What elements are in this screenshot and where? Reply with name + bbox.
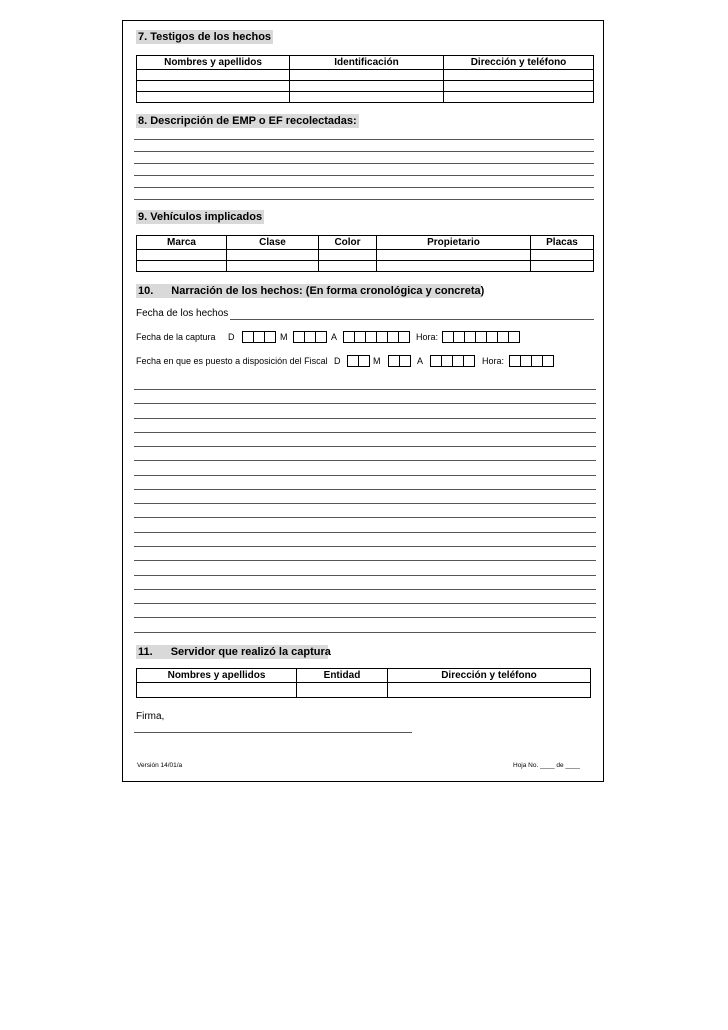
column-header: Marca bbox=[137, 236, 227, 250]
section-11-title bbox=[136, 645, 331, 659]
witnesses-table bbox=[136, 55, 594, 103]
firma-line[interactable] bbox=[134, 732, 412, 733]
column-header: Identificación bbox=[290, 56, 444, 70]
column-header: Nombres y apellidos bbox=[137, 669, 297, 683]
section-10-title bbox=[136, 284, 485, 298]
column-header: Color bbox=[319, 236, 377, 250]
hora-label: Hora: bbox=[416, 332, 439, 342]
fecha-captura-label: Fecha de la captura bbox=[136, 332, 216, 342]
column-header: Dirección y teléfono bbox=[444, 56, 594, 70]
table-row bbox=[137, 250, 594, 261]
section-9-title: 9. Vehículos implicados bbox=[138, 211, 263, 223]
year-label: A bbox=[331, 332, 338, 342]
year-label: A bbox=[417, 356, 424, 366]
fecha-hechos-field[interactable] bbox=[230, 319, 594, 320]
captura-hora-boxes[interactable] bbox=[443, 331, 520, 343]
fecha-hechos-label: Fecha de los hechos bbox=[136, 308, 229, 319]
day-label: D bbox=[228, 332, 235, 342]
section-11-number: 11. bbox=[138, 646, 153, 658]
captura-month-boxes[interactable] bbox=[294, 331, 327, 343]
captura-day-boxes[interactable] bbox=[243, 331, 276, 343]
hora-label: Hora: bbox=[482, 356, 505, 366]
page-number-label: Hoja No. ____ de ____ bbox=[513, 762, 580, 769]
captor-table bbox=[136, 668, 591, 698]
vehicles-table bbox=[136, 235, 594, 272]
table-row bbox=[137, 92, 594, 103]
column-header: Propietario bbox=[377, 236, 531, 250]
day-label: D bbox=[334, 356, 341, 366]
section-8-title: 8. Descripción de EMP o EF recolectadas: bbox=[138, 115, 357, 127]
captura-year-boxes[interactable] bbox=[344, 331, 410, 343]
disposicion-year-boxes[interactable] bbox=[431, 355, 475, 367]
column-header: Clase bbox=[227, 236, 319, 250]
table-row bbox=[137, 683, 591, 698]
version-label: Versión 14/01/a bbox=[137, 762, 183, 769]
month-label: M bbox=[280, 332, 288, 342]
column-header: Placas bbox=[531, 236, 594, 250]
disposicion-day-boxes[interactable] bbox=[348, 355, 370, 367]
column-header: Nombres y apellidos bbox=[137, 56, 290, 70]
section-10-label: Narración de los hechos: (En forma cronológica y concreta) bbox=[171, 285, 485, 297]
table-row bbox=[137, 70, 594, 81]
column-header: Entidad bbox=[297, 669, 388, 683]
section-11-label: Servidor que realizó la captura bbox=[170, 646, 331, 658]
section-7-title: 7. Testigos de los hechos bbox=[138, 31, 272, 43]
table-row bbox=[137, 81, 594, 92]
disposicion-hora-boxes[interactable] bbox=[510, 355, 554, 367]
table-row bbox=[137, 261, 594, 272]
firma-label: Firma, bbox=[136, 711, 165, 722]
month-label: M bbox=[373, 356, 381, 366]
fecha-disposicion-label: Fecha en que es puesto a disposición del Fiscal bbox=[136, 356, 328, 366]
section-10-number: 10. bbox=[138, 285, 154, 297]
disposicion-month-boxes[interactable] bbox=[389, 355, 411, 367]
column-header: Dirección y teléfono bbox=[388, 669, 591, 683]
